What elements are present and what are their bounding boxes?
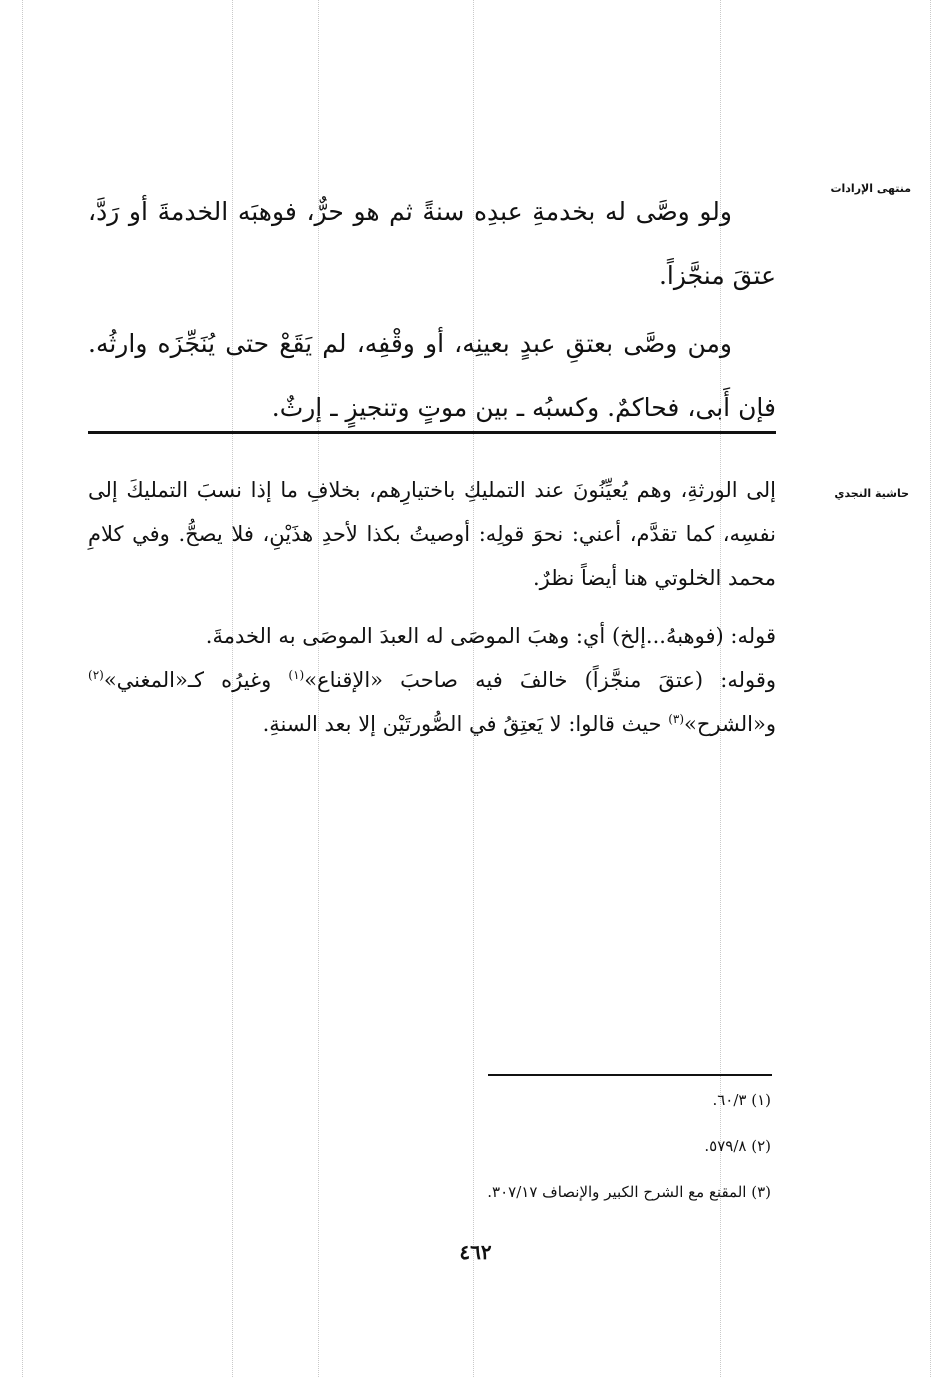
- hashiya-text: [88, 468, 776, 746]
- matn-paragraph: ومن وصَّى بعتقِ عبدٍ بعينِه، أو وقْفِه، لم يَقَعْ حتى يُنَجِّزَه وارثُه. فإن أَبى، فحاكمٌ. وكسبُه ـ بين موتٍ وتنجيزٍ ـ إرثٌ.: [88, 329, 776, 422]
- matn-text: [88, 180, 776, 440]
- hashiya-text-run: وقوله: (عتقَ منجَّزاً) خالفَ فيه صاحبَ «الإقناع»: [304, 668, 776, 692]
- footnote: (١) ٦٠/٣.: [712, 1091, 771, 1109]
- footnote-reference: (١): [288, 668, 305, 682]
- scan-dots: [930, 0, 931, 1377]
- hashiya-text-run: وغيرُه كـ«المغني»: [103, 668, 289, 692]
- hashiya-paragraph: [88, 658, 776, 746]
- footnote-reference: (٣): [668, 712, 685, 726]
- matn-paragraph: ولو وصَّى له بخدمةِ عبدِه سنةً ثم هو حرٌّ، فوهبَه الخدمةَ أو رَدَّ، عتقَ منجَّزاً.: [88, 197, 776, 290]
- footnote: (٢) ٥٧٩/٨.: [704, 1137, 771, 1155]
- hashiya-text-run: و«الشرح»: [684, 712, 776, 736]
- side-label-hashiya: حاشية النجدي: [834, 487, 909, 500]
- section-divider: [88, 431, 776, 434]
- side-label-matn: منتهى الإرادات: [830, 182, 911, 195]
- hashiya-paragraph: إلى الورثةِ، وهم يُعيِّنُونَ عند التمليكِ باختيارِهم، بخلافِ ما إذا نسبَ التمليكَ إلى نفسِه، كما تقدَّم، أعني: نحوَ قولِه: أوصيتُ بكذا لأحدِ هذَيْنِ، فلا يصحُّ. وفي كلامِ محمد الخلوتي هنا أيضاً نظرٌ.: [88, 478, 776, 590]
- page-number: ٤٦٢: [459, 1240, 492, 1264]
- footnote: (٣) المقنع مع الشرح الكبير والإنصاف ٣٠٧/١٧.: [487, 1183, 771, 1201]
- scan-dots: [22, 0, 23, 1377]
- footnote-divider: [488, 1074, 772, 1076]
- footnote-reference: (٢): [88, 668, 104, 682]
- hashiya-paragraph: قوله: (فوهبهُ...إلخ) أي: وهبَ الموصَى له العبدَ الموصَى به الخدمةَ.: [205, 624, 776, 648]
- footnotes: [88, 1090, 771, 1228]
- hashiya-text-run: حيث قالوا: لا يَعتِقُ في الصُّورتَيْن إلا بعد السنةِ.: [262, 712, 669, 736]
